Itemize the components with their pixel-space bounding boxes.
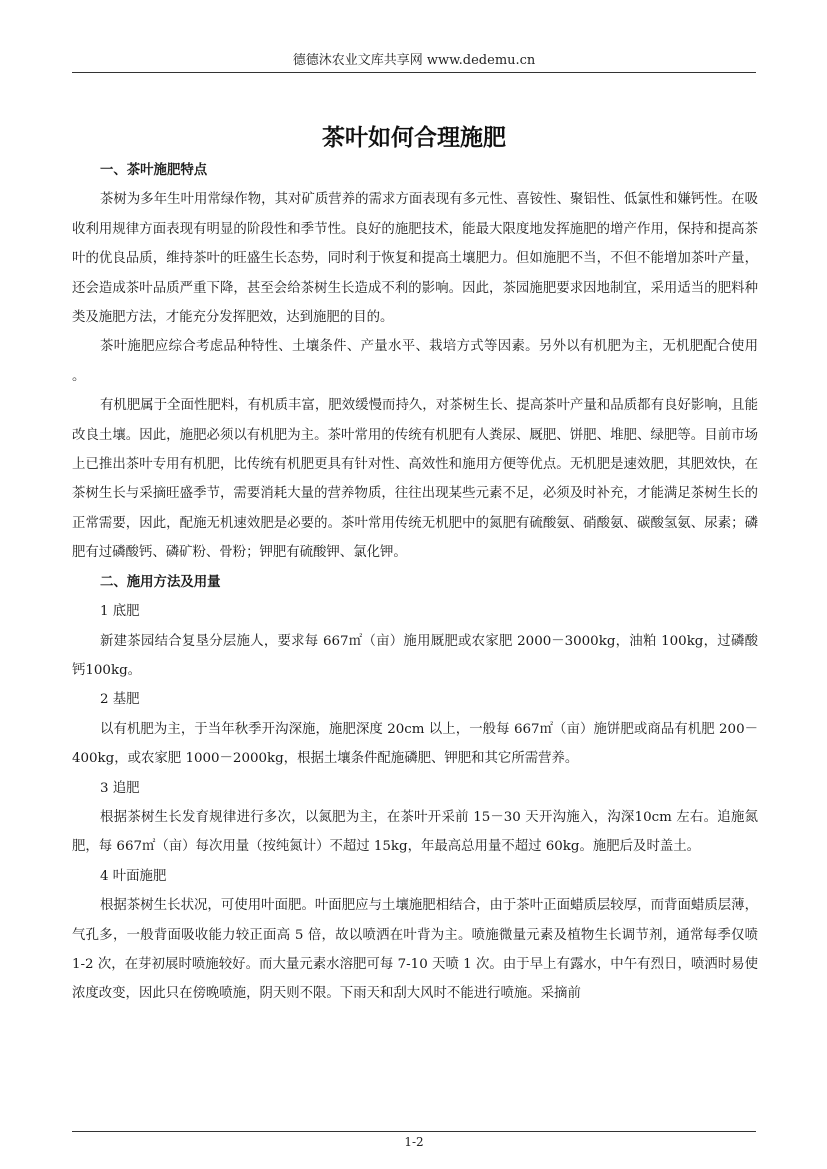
paragraph: 新建茶园结合复垦分层施人，要求每 667㎡（亩）施用厩肥或农家肥 2000－3000kg，油粕 100kg，过磷酸钙100kg。 bbox=[72, 633, 758, 678]
paragraph: 以有机肥为主，于当年秋季开沟深施，施肥深度 20cm 以上，一般每 667㎡（亩）施饼肥或商品有机肥 200－400kg，或农家肥 1000－2000kg，根据土壤条件配施磷肥、钾肥和其它所需营养。 bbox=[72, 721, 758, 767]
page-header: 德德沐农业文库共享网 www.dedemu.cn bbox=[292, 53, 536, 68]
section-heading: 一、茶叶施肥特点 bbox=[100, 162, 208, 178]
page-number: 1-2 bbox=[404, 1135, 424, 1149]
subsection-label: 2 基肥 bbox=[100, 692, 140, 708]
header-divider bbox=[72, 72, 756, 73]
paragraph: 茶树为多年生叶用常绿作物，其对矿质营养的需求方面表现有多元性、喜铵性、聚铝性、低氯性和嫌钙性。在吸收利用规律方面表现有明显的阶段性和季节性。良好的施肥技术，能最大限度地发挥施肥的增产作用，保持和提高茶叶的优良品质，维持茶叶的旺盛生长态势，同时利于恢复和提高土壤肥力。但如施肥不当，不但不能增加茶叶产量，还会造成茶叶品质严重下降，甚至会给茶树生长造成不利的影响。因此，茶园施肥要求因地制宜，采用适当的肥料种类及施肥方法，才能充分发挥肥效，达到施肥的目的。 bbox=[72, 192, 758, 326]
document-body bbox=[72, 156, 758, 1009]
section-heading: 二、施用方法及用量 bbox=[100, 573, 221, 590]
paragraph: 茶叶施肥应综合考虑品种特性、土壤条件、产量水平、栽培方式等因素。另外以有机肥为主，无机肥配合使用 。 bbox=[72, 339, 758, 384]
footer-divider bbox=[72, 1131, 756, 1132]
paragraph: 有机肥属于全面性肥料，有机质丰富，肥效缓慢而持久，对茶树生长、提高茶叶产量和品质都有良好影响，且能改良土壤。因此，施肥必须以有机肥为主。茶叶常用的传统有机肥有人粪尿、厩肥、饼肥、堆肥、绿肥等。目前市场上已推出茶叶专用有机肥，比传统有机肥更具有针对性、高效性和施用方便等优点。无机肥是速效肥，其肥效快，在茶树生长与采摘旺盛季节，需要消耗大量的营养物质，往往出现某些元素不足，必须及时补充，才能满足茶树生长的正常需要，因此，配施无机速效肥是必要的。茶叶常用传统无机肥中的氮肥有硫酸氨、硝酸氨、碳酸氢氨、尿素；磷肥有过磷酸钙、磷矿粉、骨粉；钾肥有硫酸钾、氯化钾。 bbox=[72, 398, 758, 561]
document-title: 茶叶如何合理施肥 bbox=[322, 124, 506, 151]
subsection-label: 1 底肥 bbox=[100, 604, 140, 620]
paragraph: 根据茶树生长状况，可使用叶面肥。叶面肥应与土壤施肥相结合，由于茶叶正面蜡质层较厚，而背面蜡质层薄，气孔多，一般背面吸收能力较正面高 5 倍，故以喷洒在叶背为主。喷施微量元素及植物生长调节剂，通常每季仅喷 1-2 次，在芽初展时喷施较好。而大量元素水溶肥可每 7-10 天喷 1 次。由于早上有露水，中午有烈日，喷洒时易使浓度改变，因此只在傍晚喷施，阴天则不限。下雨天和刮大风时不能进行喷施。采摘前 bbox=[72, 898, 758, 1002]
subsection-label: 3 追肥 bbox=[100, 780, 140, 796]
subsection-label: 4 叶面施肥 bbox=[100, 868, 167, 884]
paragraph: 根据茶树生长发育规律进行多次，以氮肥为主，在茶叶开采前 15－30 天开沟施入，沟深10cm 左右。追施氮肥，每 667㎡（亩）每次用量（按纯氮计）不超过 15kg，年最高总用量不超过 60kg。施肥后及时盖土。 bbox=[72, 809, 758, 855]
